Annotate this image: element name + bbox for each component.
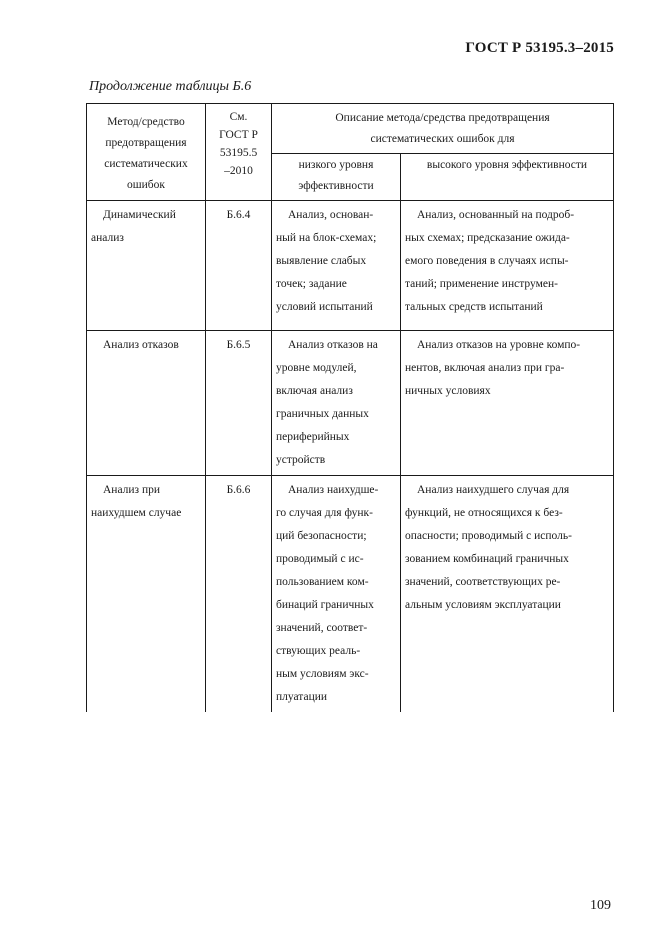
header-method-line: ошибок [127,179,165,191]
cell-high-line: опасности; проводимый с исполь- [405,530,572,542]
cell-low-line: периферийных [276,431,350,443]
header-description-line: Описание метода/средства предотвращения [335,112,550,124]
header-high-efficiency [401,154,614,201]
header-method-line: систематических [104,158,188,170]
table-header-row [87,104,614,154]
cell-reference: Б.6.5 [206,331,272,476]
cell-low-line: го случая для функ- [276,507,373,519]
header-low-line: эффективности [298,180,374,192]
table-row [87,201,614,331]
cell-low-line: Анализ, основан- [288,209,374,221]
cell-method-line: анализ [91,232,124,244]
cell-low-efficiency [272,476,401,712]
cell-method-line: Анализ при [103,484,161,496]
header-low-line: низкого уровня [298,159,374,171]
cell-method-line: наихудшем случае [91,507,182,519]
cell-low-line: точек; задание [276,278,347,290]
cell-low-line: Анализ отказов на [288,339,378,351]
cell-high-line: ничных условиях [405,385,491,397]
cell-low-line: ций безопасности; [276,530,367,542]
cell-low-line: выявление слабых [276,255,367,267]
cell-high-line: таний; применение инструмен- [405,278,558,290]
header-reference [206,104,272,201]
cell-low-line: проводимый с ис- [276,553,364,565]
cell-low-line: Анализ наихудше- [288,484,379,496]
cell-method [87,476,206,712]
cell-high-line: функций, не относящихся к без- [405,507,563,519]
cell-high-line: нентов, включая анализ при гра- [405,362,565,374]
cell-high-line: Анализ отказов на уровне компо- [417,339,581,351]
cell-low-line: пользованием ком- [276,576,369,588]
cell-low-line: ным условиям экс- [276,668,369,680]
cell-method-line: Анализ отказов [103,339,179,351]
cell-high-line: ных схемах; предсказание ожида- [405,232,570,244]
header-reference-line: ГОСТ Р [219,129,258,141]
cell-reference: Б.6.4 [206,201,272,331]
header-low-efficiency [272,154,401,201]
header-method [87,104,206,201]
header-description-line: систематических ошибок для [370,133,515,145]
cell-low-efficiency [272,331,401,476]
cell-high-efficiency [401,331,614,476]
cell-high-efficiency [401,476,614,712]
cell-low-line: бинаций граничных [276,599,374,611]
header-description [272,104,614,154]
cell-method [87,331,206,476]
methods-table [86,103,614,712]
document-header: ГОСТ Р 53195.3–2015 [465,40,614,56]
table-row [87,331,614,476]
cell-low-line: устройств [276,454,326,466]
page-number: 109 [590,898,611,913]
table-row [87,476,614,712]
cell-low-line: ный на блок-схемах; [276,232,377,244]
header-reference-line: См. [229,111,248,123]
cell-low-line: ствующих реаль- [276,645,361,657]
cell-method-line: Динамический [103,209,176,221]
cell-low-efficiency [272,201,401,331]
cell-low-line: условий испытаний [276,301,373,313]
cell-reference: Б.6.6 [206,476,272,712]
cell-high-line: зованием комбинаций граничных [405,553,569,565]
header-method-line: предотвращения [105,137,187,149]
header-high-line: высокого уровня эффективности [426,159,588,171]
cell-high-line: Анализ, основанный на подроб- [417,209,575,221]
cell-low-line: уровне модулей, [276,362,357,374]
cell-high-line: емого поведения в случаях испы- [405,255,569,267]
cell-low-line: значений, соответ- [276,622,368,634]
table-caption: Продолжение таблицы Б.6 [89,79,252,94]
cell-high-line: альным условиям эксплуатации [405,599,561,611]
cell-high-efficiency [401,201,614,331]
cell-method [87,201,206,331]
header-reference-line: 53195.5 [219,147,258,159]
cell-high-line: тальных средств испытаний [405,301,543,313]
cell-low-line: плуатации [276,691,328,703]
cell-low-line: граничных данных [276,408,369,420]
header-reference-line: –2010 [224,165,253,177]
cell-low-line: включая анализ [276,385,353,397]
header-method-line: Метод/средство [107,116,185,128]
cell-high-line: значений, соответствующих ре- [405,576,561,588]
cell-high-line: Анализ наихудшего случая для [417,484,570,496]
